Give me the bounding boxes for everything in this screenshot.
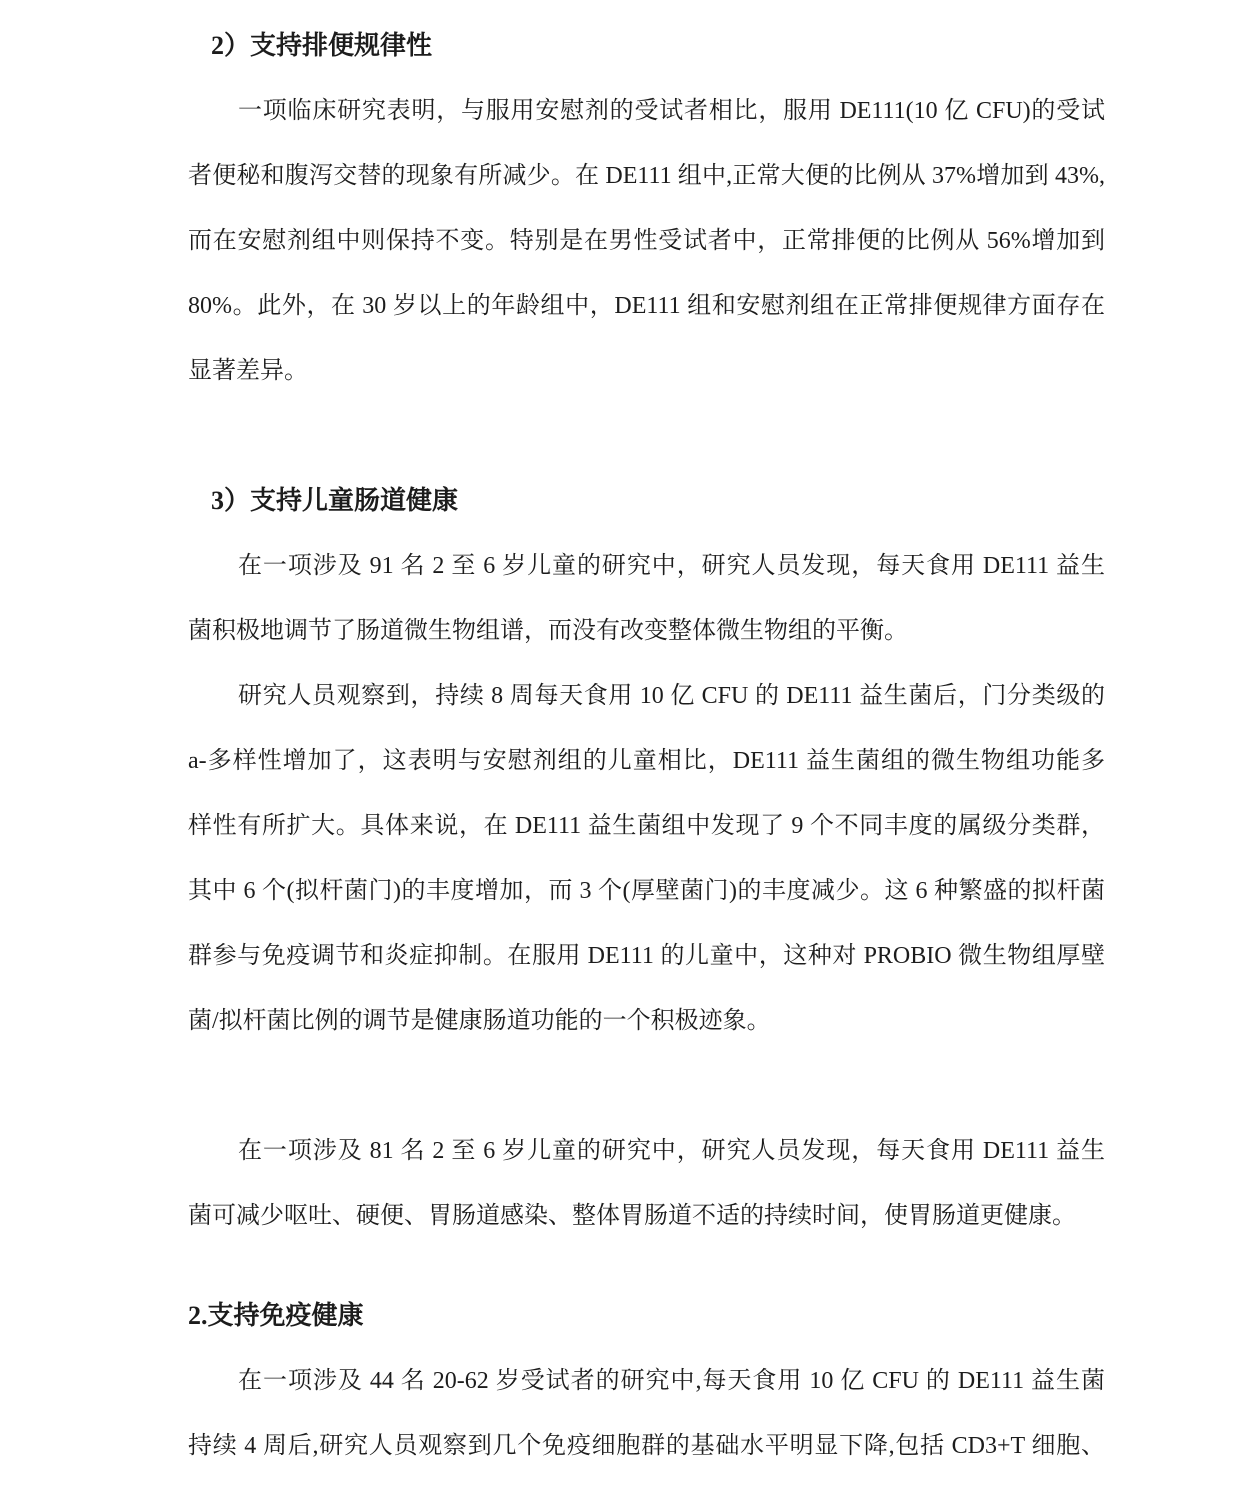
text-line: 一项临床研究表明，与服用安慰剂的受试者相比，服用 DE111(10 亿 CFU)的受试 [238,98,1105,124]
text-line: a-多样性增加了，这表明与安慰剂组的儿童相比，DE111 益生菌组的微生物组功能多 [188,748,1105,774]
section-heading: 2）支持排便规律性 [211,31,433,60]
text-line: 菌/拟杆菌比例的调节是健康肠道功能的一个积极迹象。 [188,1008,771,1034]
text-line: 80%。此外，在 30 岁以上的年龄组中，DE111 组和安慰剂组在正常排便规律方面存在 [188,293,1105,319]
text-line: 样性有所扩大。具体来说，在 DE111 益生菌组中发现了 9 个不同丰度的属级分类群， [188,813,1105,839]
text-line: 其中 6 个(拟杆菌门)的丰度增加，而 3 个(厚壁菌门)的丰度减少。这 6 种繁盛的拟杆菌 [188,878,1105,904]
paragraph-spacer [188,418,1105,483]
text-line: 在一项涉及 81 名 2 至 6 岁儿童的研究中，研究人员发现，每天食用 DE111 益生 [238,1138,1105,1164]
section-heading: 3）支持儿童肠道健康 [211,486,459,515]
text-line: 在一项涉及 91 名 2 至 6 岁儿童的研究中，研究人员发现，每天食用 DE111 益生 [238,553,1105,579]
text-line: 菌积极地调节了肠道微生物组谱，而没有改变整体微生物组的平衡。 [188,618,908,644]
text-line: 在一项涉及 44 名 20-62 岁受试者的研究中,每天食用 10 亿 CFU 的 DE111 益生菌 [238,1368,1105,1394]
text-line: 显著差异。 [188,358,308,384]
text-line: 菌可减少呕吐、硬便、胃肠道感染、整体胃肠道不适的持续时间，使胃肠道更健康。 [188,1203,1076,1229]
text-line: 持续 4 周后,研究人员观察到几个免疫细胞群的基础水平明显下降,包括 CD3+T 细胞、 [188,1433,1105,1459]
text-line: 而在安慰剂组中则保持不变。特别是在男性受试者中，正常排便的比例从 56%增加到 [188,228,1105,254]
paragraph-spacer [188,1263,1105,1298]
document-page [188,28,1105,1493]
section-heading: 2.支持免疫健康 [188,1301,364,1330]
text-line: 研究人员观察到，持续 8 周每天食用 10 亿 CFU 的 DE111 益生菌后，门分类级的 [238,683,1105,709]
text-line: 者便秘和腹泻交替的现象有所减少。在 DE111 组中,正常大便的比例从 37%增加到 43%, [188,163,1105,189]
paragraph-spacer [188,1068,1105,1133]
text-line: 群参与免疫调节和炎症抑制。在服用 DE111 的儿童中，这种对 PROBIO 微生物组厚壁 [188,943,1105,969]
